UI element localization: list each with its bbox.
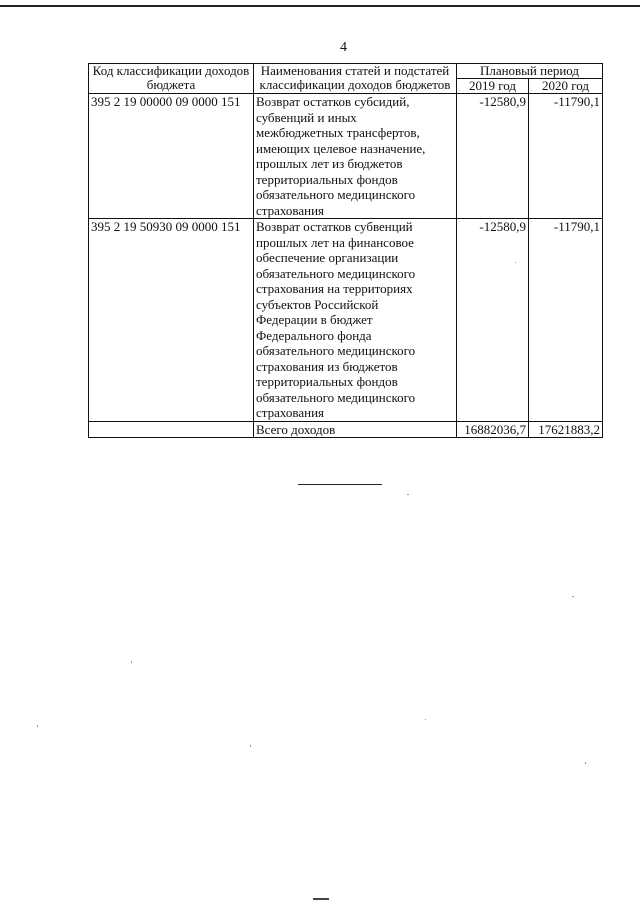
- scan-speck: [585, 762, 586, 764]
- scan-speck: [407, 494, 409, 495]
- row-name: [254, 94, 457, 219]
- row-name-line: Возврат остатков субсидий,: [256, 94, 410, 109]
- header-name: Наименования статей и подстатей классификации доходов бюджетов: [254, 64, 457, 94]
- scan-speck: [131, 661, 132, 663]
- row-name-line: страхования: [256, 405, 325, 420]
- row-name-line: имеющих целевое назначение,: [256, 140, 426, 156]
- total-code-empty: [89, 421, 254, 438]
- scan-speck: [425, 719, 426, 720]
- table-row: [89, 219, 603, 422]
- row-value-2020: -11790,1: [529, 219, 603, 422]
- row-name-line: страхования: [256, 202, 325, 218]
- row-name-line: обязательного медицинского: [256, 389, 416, 405]
- scan-speck: [515, 262, 516, 263]
- row-value-2020: -11790,1: [529, 94, 603, 219]
- row-name-line: субвенций и иных: [256, 109, 357, 125]
- row-name-line: межбюджетных трансфертов,: [256, 125, 420, 140]
- scan-speck: [572, 596, 574, 597]
- bottom-scan-mark: [313, 898, 329, 900]
- row-code: 395 2 19 50930 09 0000 151: [89, 219, 254, 422]
- row-name-line: Возврат остатков субвенций: [256, 219, 413, 234]
- row-name-line: обязательного медицинского: [256, 187, 416, 202]
- row-name-line: обязательного медицинского: [256, 265, 416, 281]
- total-row: [89, 421, 603, 438]
- total-value-2020: 17621883,2: [529, 421, 603, 438]
- row-code: 395 2 19 00000 09 0000 151: [89, 94, 254, 219]
- budget-revenue-table: [88, 63, 603, 438]
- row-name: [254, 219, 457, 422]
- table-header-row: [89, 64, 603, 79]
- row-name-line: прошлых лет на финансовое: [256, 234, 414, 250]
- row-name-line: страхования на территориях: [256, 281, 413, 296]
- row-name-line: субъектов Российской: [256, 296, 379, 312]
- row-name-line: прошлых лет из бюджетов: [256, 156, 403, 171]
- row-value-2019: -12580,9: [457, 94, 529, 219]
- row-name-line: территориальных фондов: [256, 171, 398, 187]
- page-number: 4: [340, 40, 347, 55]
- row-name-line: Федерации в бюджет: [256, 312, 373, 327]
- row-name-line: страхования из бюджетов: [256, 358, 398, 374]
- top-border-rule: [0, 5, 640, 7]
- end-separator-line: [298, 484, 382, 485]
- row-name-line: территориальных фондов: [256, 374, 398, 389]
- row-name-line: обязательного медицинского: [256, 343, 416, 358]
- row-name-line: обеспечение организации: [256, 250, 399, 265]
- table-row: [89, 94, 603, 219]
- scan-speck: [250, 745, 251, 747]
- total-label: Всего доходов: [254, 421, 457, 438]
- scan-speck: [37, 725, 38, 727]
- total-value-2019: 16882036,7: [457, 421, 529, 438]
- header-planning-period: Плановый период: [457, 64, 603, 79]
- header-year-2020: 2020 год: [529, 79, 603, 94]
- header-code: Код классификации доходов бюджета: [89, 64, 254, 94]
- row-value-2019: -12580,9: [457, 219, 529, 422]
- header-year-2019: 2019 год: [457, 79, 529, 94]
- row-name-line: Федерального фонда: [256, 327, 372, 343]
